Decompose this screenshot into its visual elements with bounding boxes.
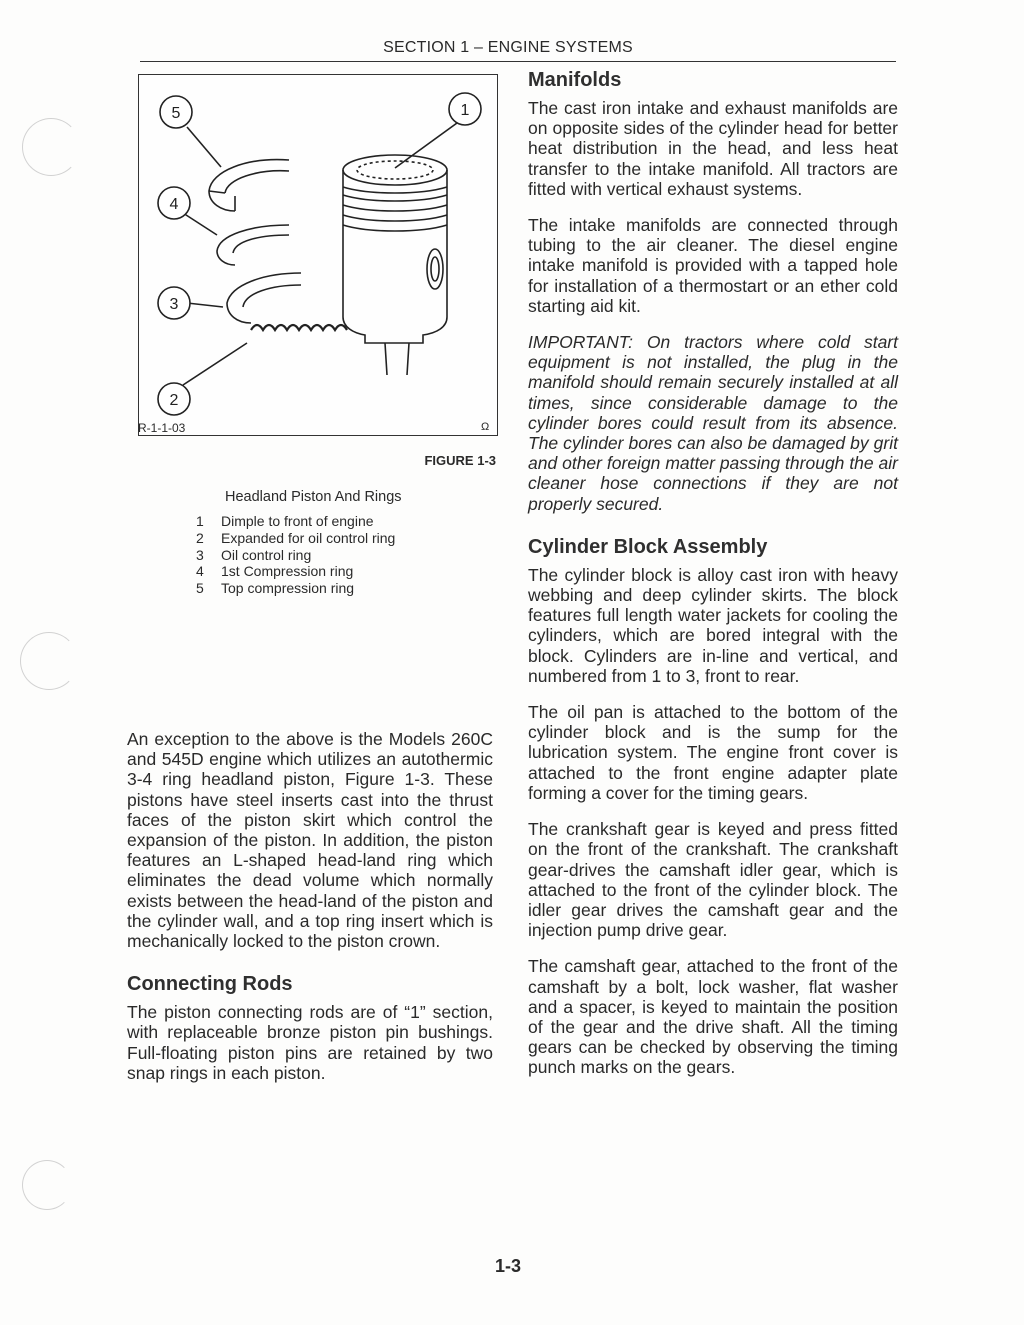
- section-header: SECTION 1 – ENGINE SYSTEMS: [383, 39, 633, 56]
- figure-caption-title: Headland Piston And Rings: [225, 489, 402, 505]
- legend-number: 4: [196, 563, 204, 580]
- legend-text: Oil control ring: [221, 546, 312, 563]
- right-column: [528, 69, 898, 1078]
- piston-illustration: [139, 75, 497, 435]
- figure-piston-rings: [138, 74, 498, 436]
- punch-hole: [22, 118, 80, 176]
- leader-line-5: [187, 127, 221, 167]
- legend-item: [196, 563, 395, 580]
- page-number: 1-3: [494, 1256, 521, 1276]
- important-note: IMPORTANT: On tractors where cold start equipment is not installed, the plug in the manifold should remain securely installed at all times, since considerable damage to the cylinder bores could result from its absence. The cylinder bores can also be damaged by grit and other foreign matter passing through the air cleaner hose connections if they are not properly secured.: [528, 332, 898, 514]
- callout-4: 4: [169, 196, 179, 213]
- first-compression-ring: [217, 225, 289, 265]
- figure-label: FIGURE 1-3: [424, 453, 496, 468]
- callout-5: 5: [171, 105, 181, 122]
- legend-item: [196, 513, 395, 530]
- paragraph-block-1: The cylinder block is alloy cast iron with heavy webbing and deep cylinder skirts. The block features full length water jackets for cooling the cylinders, which are bored integral with the block. Cylinders are in-line and vertical, and numbered from 1 to 3, front to rear.: [528, 564, 898, 686]
- legend-number: 5: [196, 580, 204, 597]
- top-compression-ring: [209, 160, 289, 211]
- paragraph-block-3: The crankshaft gear is keyed and press fitted on the front of the crankshaft. The crankshaft gear-drives the camshaft idler gear, which is attached to the front of the cylinder block. The idler gear drives the camshaft gear and the injection pump drive gear.: [528, 819, 898, 941]
- legend-number: 3: [196, 546, 204, 563]
- paragraph-manifolds-1: The cast iron intake and exhaust manifolds are on opposite sides of the cylinder head for better heat distribution in the head, and less heat transfer to the intake manifold. All tractors are fitted with vertical exhaust systems.: [528, 98, 898, 199]
- paragraph-exception: An exception to the above is the Models 260C and 545D engine which utilizes an autothermic 3-4 ring headland piston, Figure 1-3. These pistons have steel inserts cast into the thrust faces of the piston skirt which control the expansion of the piston. In addition, the piston features an L-shaped head-land ring which eliminates the dead volume which normally exists between the head-land of the piston and the cylinder wall, and a top ring insert which is mechanically locked to the piston crown.: [127, 729, 493, 952]
- legend-text: Dimple to front of engine: [221, 513, 374, 529]
- punch-hole: [20, 632, 78, 690]
- legend-text: Top compression ring: [221, 580, 355, 597]
- leader-line-4: [183, 213, 217, 235]
- oil-control-ring: [227, 273, 301, 323]
- figure-mark: Ω: [481, 421, 490, 433]
- heading-cylinder-block: Cylinder Block Assembly: [528, 535, 768, 558]
- header-rule: [140, 61, 896, 62]
- legend-number: 2: [196, 529, 204, 546]
- legend-item: [196, 580, 395, 597]
- expander-spring: [251, 325, 347, 330]
- leader-line-2: [183, 343, 247, 385]
- legend-text: Expanded for oil control ring: [221, 529, 396, 546]
- callout-1: 1: [460, 102, 470, 119]
- punch-hole: [22, 1160, 72, 1210]
- legend-item: [196, 530, 395, 547]
- leader-line-1: [395, 123, 457, 168]
- callout-3: 3: [169, 296, 179, 313]
- legend-number: 1: [196, 513, 204, 529]
- left-column: [127, 729, 493, 1083]
- legend-text: 1st Compression ring: [221, 563, 354, 580]
- paragraph-connecting-rods: The piston connecting rods are of “1” section, with replaceable bronze piston pin bushings. Full-floating piston pins are retained by two snap rings in each piston.: [127, 1002, 493, 1083]
- leader-line-3: [187, 303, 223, 307]
- heading-connecting-rods: Connecting Rods: [127, 973, 293, 996]
- callout-2: 2: [169, 392, 179, 409]
- piston: [343, 155, 447, 375]
- paragraph-block-4: The camshaft gear, attached to the front of the camshaft by a bolt, lock washer, flat washer and a spacer, is keyed to maintain the position of the gear and the drive shaft. All the timing gears can be checked by observing the timing punch marks on the gears.: [528, 956, 898, 1078]
- legend-item: [196, 547, 395, 564]
- figure-legend: [196, 513, 395, 597]
- paragraph-block-2: The oil pan is attached to the bottom of the cylinder block and is the sump for the lubrication system. The engine front cover is attached to the front engine adapter plate forming a cover for the timing gears.: [528, 702, 898, 803]
- paragraph-manifolds-2: The intake manifolds are connected through tubing to the air cleaner. The diesel engine intake manifold is provided with a tapped hole for installation of a thermostart or an ether cold starting aid kit.: [528, 215, 898, 316]
- figure-code: R-1-1-03: [138, 421, 186, 435]
- heading-manifolds: Manifolds: [528, 69, 622, 91]
